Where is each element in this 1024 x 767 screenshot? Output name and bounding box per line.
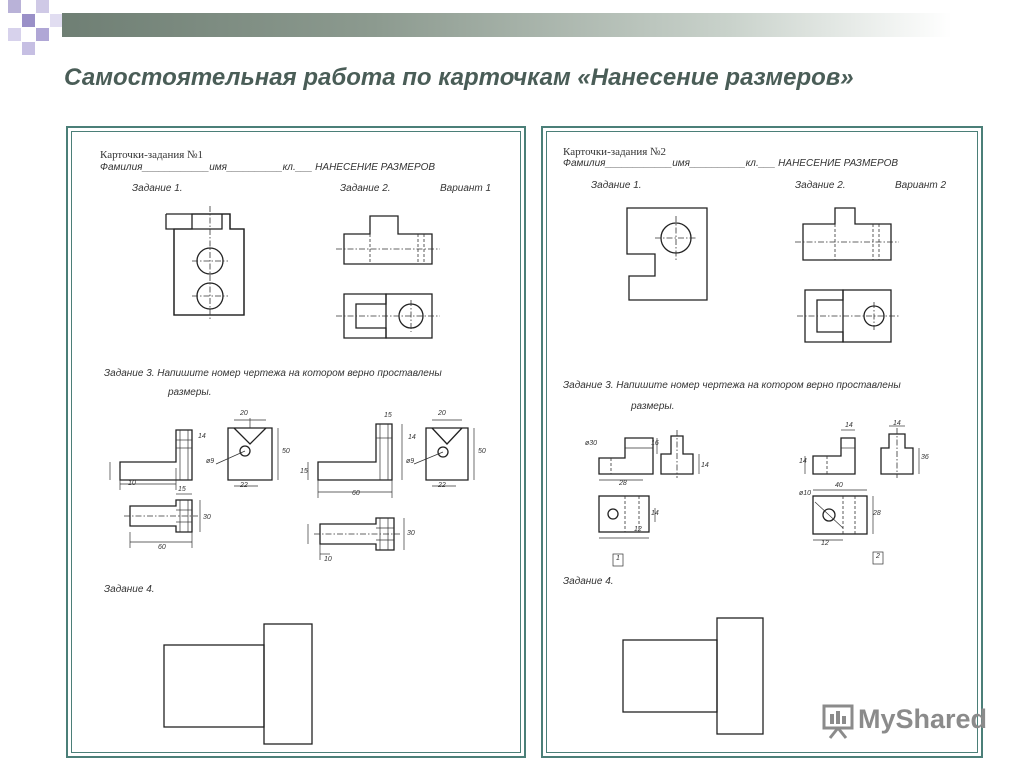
card-2-task4: Задание 4.	[563, 576, 614, 587]
dim-label: 14	[845, 422, 853, 429]
drawing-number-2: 2	[876, 553, 880, 560]
deco-square	[8, 0, 21, 13]
dim-label: 50	[478, 448, 486, 455]
dim-label: 20	[438, 410, 446, 417]
card-1-header: Карточки-задания №1	[100, 149, 204, 161]
dim-label: 14	[651, 510, 659, 517]
presentation-icon	[820, 700, 856, 740]
dim-label: 12	[821, 540, 829, 547]
dim-label: 22	[240, 482, 248, 489]
dim-label: 28	[619, 480, 627, 487]
card-1-task3-cont: размеры.	[168, 387, 212, 398]
dim-label: 14	[701, 462, 709, 469]
dim-label: 14	[198, 433, 206, 440]
deco-square	[36, 0, 49, 13]
card-2-task3: Задание 3. Напишите номер чертежа на котором верно проставлены	[563, 380, 901, 391]
deco-square	[8, 28, 21, 41]
deco-square	[22, 14, 35, 27]
card-1-variant: Вариант 1	[440, 183, 492, 194]
deco-square	[36, 28, 49, 41]
card-1-task3: Задание 3. Напишите номер чертежа на котором верно проставлены	[104, 368, 442, 379]
dim-label: 15	[178, 486, 186, 493]
card-1-task1: Задание 1.	[132, 183, 183, 194]
dim-label: 28	[873, 510, 881, 517]
dim-label: 14	[408, 434, 416, 441]
dim-label: 50	[282, 448, 290, 455]
card-2-task1: Задание 1.	[591, 180, 642, 191]
dim-label: 14	[893, 420, 901, 427]
dim-label: 14	[799, 458, 807, 465]
card-2-fields: Фамилия____________имя__________кл.___ НАНЕСЕНИЕ РАЗМЕРОВ	[563, 158, 899, 169]
card-1-task2: Задание 2.	[340, 183, 391, 194]
dim-label: 12	[634, 526, 642, 533]
dim-label: ø30	[585, 440, 598, 447]
card-1-fields: Фамилия____________имя__________кл.___ НАНЕСЕНИЕ РАЗМЕРОВ	[100, 162, 436, 173]
card-2-header: Карточки-задания №2	[563, 146, 667, 158]
dim-label: ø9	[406, 458, 415, 465]
dim-label: 15	[384, 412, 392, 419]
card-2-drawings	[543, 128, 981, 756]
watermark-text: MyShared	[858, 704, 988, 734]
dim-label: 22	[438, 482, 446, 489]
dim-label: 20	[240, 410, 248, 417]
card-2	[541, 126, 983, 758]
card-1-drawings	[68, 128, 524, 756]
card-2-variant: Вариант 2	[895, 180, 947, 191]
dim-label: 40	[835, 482, 843, 489]
dim-label: 15	[300, 468, 308, 475]
dim-label: 30	[203, 514, 211, 521]
drawing-number-1: 1	[616, 555, 620, 562]
dim-label: 30	[407, 530, 415, 537]
header-bar	[62, 13, 952, 37]
card-1	[66, 126, 526, 758]
dim-label: 10	[128, 480, 136, 487]
dim-label: 60	[158, 544, 166, 551]
slide-title: Самостоятельная работа по карточкам «Нанесение размеров»	[64, 64, 854, 91]
deco-square	[22, 42, 35, 55]
card-1-task4: Задание 4.	[104, 584, 155, 595]
dim-label: 36	[921, 454, 929, 461]
dim-label: ø9	[206, 458, 215, 465]
dim-label: 60	[352, 490, 360, 497]
dim-label: 16	[651, 440, 659, 447]
dim-label: 10	[324, 556, 332, 563]
dim-label: ø10	[799, 490, 812, 497]
myshared-watermark	[820, 700, 990, 744]
card-2-task3-cont: размеры.	[631, 401, 675, 412]
card-2-task2: Задание 2.	[795, 180, 846, 191]
